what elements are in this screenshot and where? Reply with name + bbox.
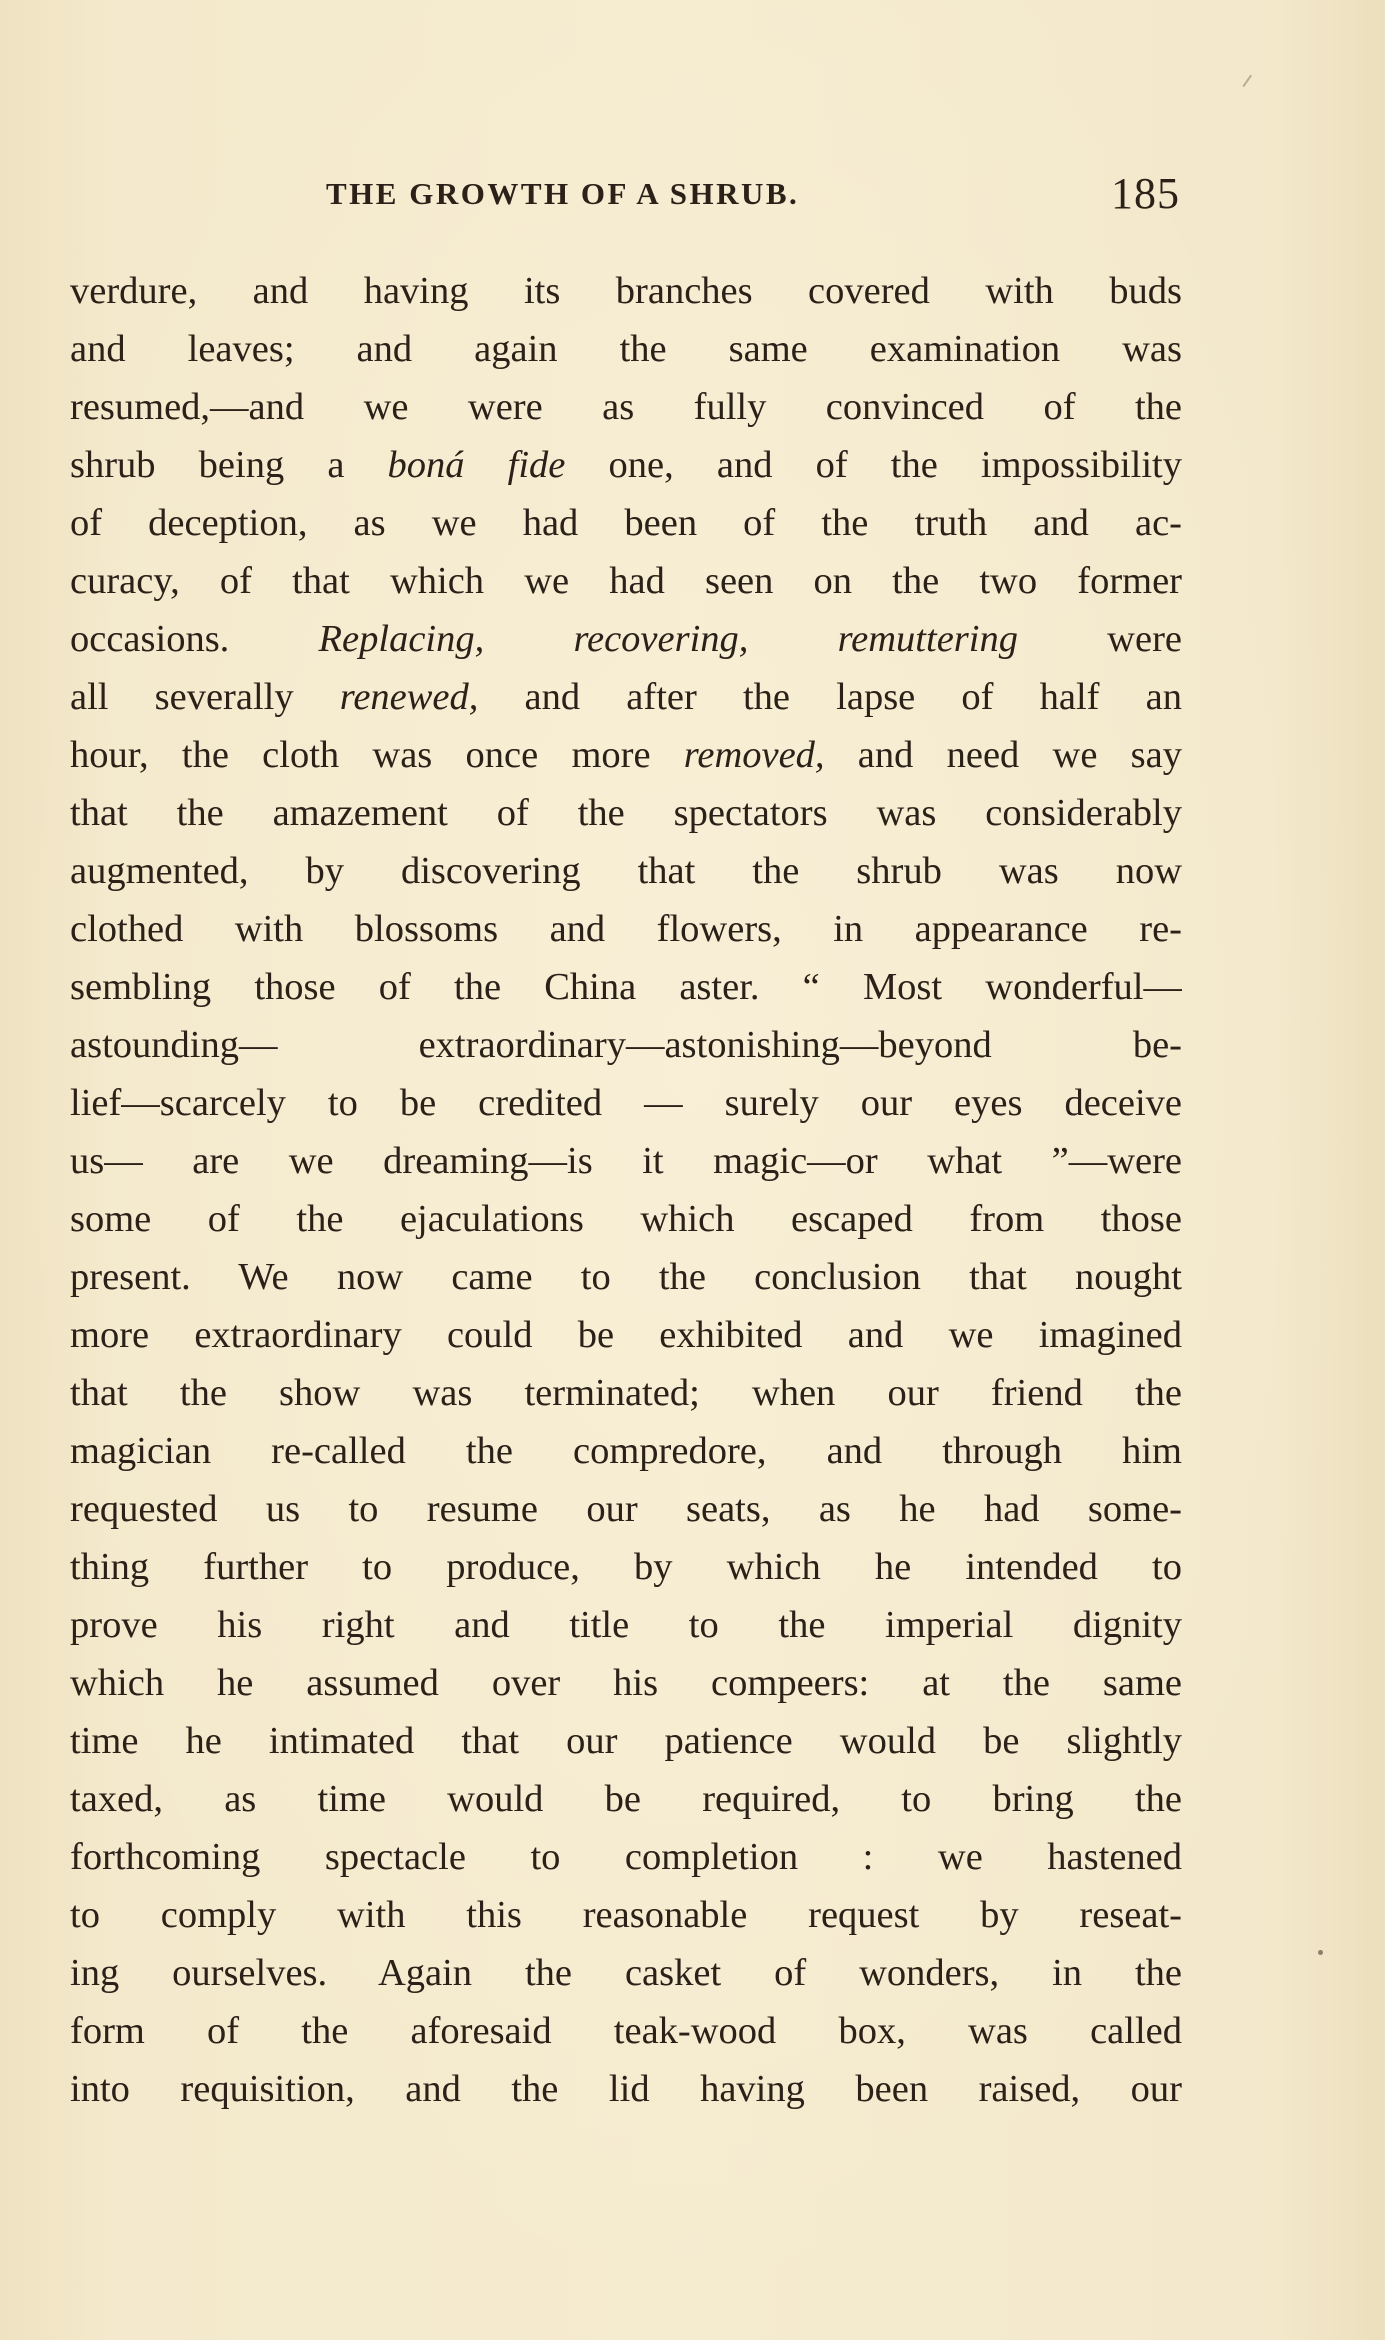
- text-line: [70, 436, 1182, 494]
- page-number: 185: [1111, 169, 1180, 218]
- text-segment: us— are we dreaming—is it magic—or what ”—were: [70, 1140, 1182, 1182]
- text-segment: sembling those of the China aster. “ Most wonderful—: [70, 966, 1182, 1008]
- text-line: [70, 320, 1182, 378]
- text-segment: occasions.: [70, 618, 319, 660]
- text-line: [70, 668, 1182, 726]
- text-segment: form of the aforesaid teak-wood box, was called: [70, 2010, 1182, 2052]
- text-line: [70, 900, 1182, 958]
- text-line: [70, 1886, 1182, 1944]
- body-text: [70, 262, 1182, 2118]
- text-segment: magician re-called the compredore, and through him: [70, 1430, 1182, 1472]
- italic-text: boná fide: [387, 444, 566, 486]
- text-segment: were: [1017, 618, 1182, 660]
- italic-text: Replacing, recovering, remuttering: [318, 618, 1018, 660]
- text-segment: lief—scarcely to be credited — surely our eyes deceive: [70, 1082, 1182, 1124]
- text-segment: of deception, as we had been of the truth and ac-: [70, 502, 1182, 544]
- text-line: [70, 1422, 1182, 1480]
- text-line: [70, 1538, 1182, 1596]
- text-segment: into requisition, and the lid having been raised, our: [70, 2068, 1182, 2110]
- pencil-mark: [1242, 75, 1251, 87]
- text-segment: and need we say: [824, 734, 1182, 776]
- text-line: [70, 1712, 1182, 1770]
- text-segment: some of the ejaculations which escaped from those: [70, 1198, 1182, 1240]
- text-segment: prove his right and title to the imperial dignity: [70, 1604, 1182, 1646]
- text-segment: that the amazement of the spectators was considerably: [70, 792, 1182, 834]
- text-segment: curacy, of that which we had seen on the two former: [70, 560, 1182, 602]
- text-line: [70, 1654, 1182, 1712]
- italic-text: removed,: [683, 734, 825, 776]
- text-line: [70, 784, 1182, 842]
- text-line: [70, 378, 1182, 436]
- text-segment: thing further to produce, by which he intended to: [70, 1546, 1182, 1588]
- text-line: [70, 1190, 1182, 1248]
- text-segment: forthcoming spectacle to completion : we hastened: [70, 1836, 1182, 1878]
- text-segment: resumed,—and we were as fully convinced of the: [70, 386, 1182, 428]
- text-segment: time he intimated that our patience would be slightly: [70, 1720, 1182, 1762]
- text-line: [70, 1770, 1182, 1828]
- text-line: [70, 1074, 1182, 1132]
- text-line: [70, 610, 1182, 668]
- text-segment: astounding— extraordinary—astonishing—beyond be-: [70, 1024, 1182, 1066]
- text-segment: and leaves; and again the same examination was: [70, 328, 1182, 370]
- text-segment: requested us to resume our seats, as he had some-: [70, 1488, 1182, 1530]
- text-line: [70, 1132, 1182, 1190]
- text-segment: more extraordinary could be exhibited and we imagined: [70, 1314, 1182, 1356]
- text-segment: shrub being a: [70, 444, 388, 486]
- text-segment: augmented, by discovering that the shrub was now: [70, 850, 1182, 892]
- text-segment: which he assumed over his compeers: at the same: [70, 1662, 1182, 1704]
- text-line: [70, 958, 1182, 1016]
- running-title: THE GROWTH OF A SHRUB.: [326, 176, 800, 211]
- text-line: [70, 2002, 1182, 2060]
- text-segment: all severally: [70, 676, 340, 718]
- text-line: [70, 842, 1182, 900]
- text-segment: hour, the cloth was once more: [70, 734, 684, 776]
- text-line: [70, 552, 1182, 610]
- paper-speck: [1318, 1950, 1323, 1955]
- text-line: [70, 1016, 1182, 1074]
- text-line: [70, 1480, 1182, 1538]
- text-segment: taxed, as time would be required, to bring the: [70, 1778, 1182, 1820]
- text-segment: and after the lapse of half an: [478, 676, 1182, 718]
- text-line: [70, 262, 1182, 320]
- text-segment: that the show was terminated; when our friend the: [70, 1372, 1182, 1414]
- text-line: [70, 1828, 1182, 1886]
- text-line: [70, 494, 1182, 552]
- running-head: [70, 168, 1180, 228]
- text-line: [70, 1364, 1182, 1422]
- text-line: [70, 1248, 1182, 1306]
- text-segment: one, and of the impossibility: [565, 444, 1182, 486]
- text-segment: ing ourselves. Again the casket of wonders, in the: [70, 1952, 1182, 1994]
- text-segment: present. We now came to the conclusion that nought: [70, 1256, 1182, 1298]
- text-line: [70, 726, 1182, 784]
- text-segment: to comply with this reasonable request by reseat-: [70, 1894, 1182, 1936]
- text-segment: clothed with blossoms and flowers, in appearance re-: [70, 908, 1182, 950]
- text-line: [70, 1944, 1182, 2002]
- text-segment: verdure, and having its branches covered with buds: [70, 270, 1182, 312]
- text-line: [70, 1596, 1182, 1654]
- italic-text: renewed,: [339, 676, 479, 718]
- text-line: [70, 1306, 1182, 1364]
- text-line: [70, 2060, 1182, 2118]
